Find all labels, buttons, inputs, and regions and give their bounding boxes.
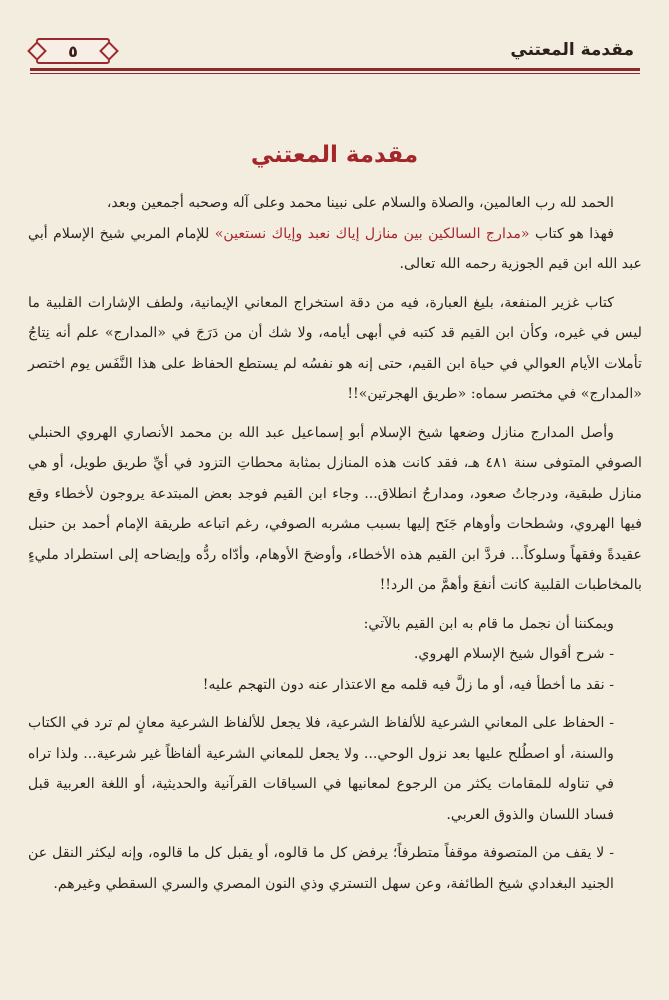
header-rule-thin (30, 73, 640, 74)
chapter-title: مقدمة المعتني (250, 142, 419, 168)
list-item: - الحفاظ على المعاني الشرعية للألفاظ الشرعية، فلا يجعل للألفاظ الشرعية معانٍ لم ترد في الكتاب والسنة، أو اصطُلح عليها بعد نزول الوحي... ولا يجعل للمعاني الشرعية ألفاظاً غير شرعية... ولذا تراه في تناوله للمقامات يكثر من الرجوع لمعانيها في السياقات القرآنية والحديثية، أو اللغة العربية قبل فساد اللسان والذوق العربي. (28, 715, 614, 823)
running-header-title: مقدمة المعتني (510, 40, 634, 60)
paragraph-book-praise: كتاب غزير المنفعة، بليغ العبارة، فيه من دقة استخراج المعاني الإيمانية، ولطف الإشارات القلبية ما ليس في غيره، وكأن ابن القيم قد كتبه في أبهى أيامه، ولا شك أن من دَرَجَ في «المدارج» علم أنه نِتاجُ تأملات الأيام العوالي في حياة ابن القيم، حتى إنه هو نفسُه لم يستطع الحفاظ على هذا النَّفَس يوم اختصر «المدارج» في مختصر سماه: «طريق الهجرتين»!! (28, 294, 642, 402)
list-item: - نقد ما أخطأ فيه، أو ما زلَّ فيه قلمه مع الاعتذار عنه دون التهجم عليه! (202, 676, 614, 693)
book-title: «مدارج السالكين بين منازل إياك نعبد وإياك نستعين» (214, 225, 530, 242)
book-intro-lead: فهذا هو كتاب (529, 225, 615, 242)
page-number-badge (36, 38, 110, 64)
list-item: - لا يقف من المتصوفة موقفاً متطرفاً؛ يرفض كل ما قالوه، أو يقبل كل ما قالوه، وإنه ليكثر النقل عن الجنيد البغدادي شيخ الطائفة، وعن سهل التستري وذي النون المصري والسري السقطي وغيرهم. (28, 845, 614, 892)
paragraph-opening: الحمد لله رب العالمين، والصلاة والسلام على نبينا محمد وعلى آله وصحبه أجمعين وبعد، (106, 195, 614, 211)
book-intro-rest: للإمام المربي شيخ الإسلام أبي عبد الله ابن قيم الجوزية رحمه الله تعالى. (28, 225, 642, 272)
page-header (30, 34, 640, 68)
paragraph-summary-intro: ويمكننا أن نجمل ما قام به ابن القيم بالآتي: (363, 615, 614, 632)
header-rule-thick (30, 68, 640, 71)
page-number: ٥ (68, 41, 78, 61)
list-item: - شرح أقوال شيخ الإسلام الهروي. (413, 646, 614, 662)
paragraph-book-intro (28, 219, 642, 280)
body-text (28, 188, 642, 899)
paragraph-origin: وأصل المدارج منازل وضعها شيخ الإسلام أبو إسماعيل عبد الله بن محمد الأنصاري الهروي الحنبلي الصوفي المتوفى سنة ٤٨١ هـ، فقد كانت هذه المنازل بمثابة محطاتِ التزود في أيِّ طريق طويل، أو هي منازل طبقية، ودرجاتُ صعود، ومدارجُ انطلاق... وجاء ابن القيم فوجد بعض المبتدعة يروجون لأخطاء وقع فيها الهروي، وشطحات وأوهام جَنَح إليها بسبب مشربه الصوفي، رغم اتباعه طريقة الإمام أحمد بن حنبل عقيدةً وفقهاً وسلوكاً... فردَّ ابن القيم هذه الأخطاء، وأوضحَ الأوهام، وأدّاه ردُّه وإيضاحه إلى استطراد مليءٍ بالمخاطبات القلبية كانت أنفعَ وأهمَّ من الرد!! (28, 424, 642, 593)
